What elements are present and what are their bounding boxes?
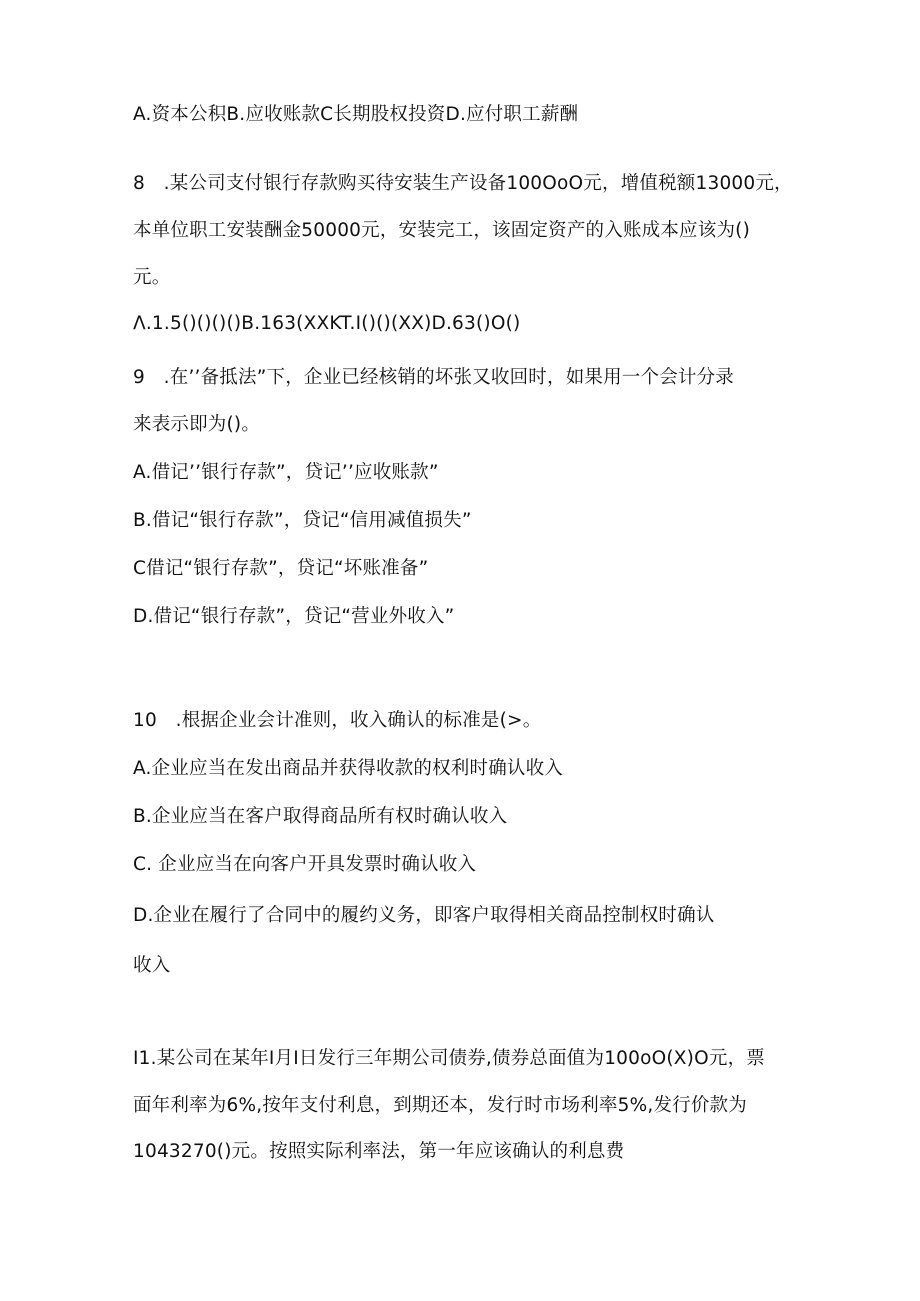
- q9-option-c: C借记“银行存款”，贷记“坏账准备”: [133, 558, 429, 579]
- q8-stem-line-2: 本单位职工安装酬金50000元，安装完工，该固定资产的入账成本应该为(): [133, 220, 750, 241]
- q9-option-b: B.借记“银行存款”，贷记“信用减值损失”: [133, 510, 472, 531]
- q9-option-d: D.借记“银行存款”，贷记“营业外收入”: [133, 606, 455, 627]
- q10-option-c: C. 企业应当在向客户开具发票时确认收入: [133, 854, 477, 875]
- q9-stem-line-2: 来表示即为()。: [133, 414, 261, 435]
- q9-stem-line-1: 9 .在’’备抵法”下，企业已经核销的坏张又收回时，如果用一个会计分录: [133, 367, 734, 388]
- q11-stem-line-3: 1043270()元。按照实际利率法，第一年应该确认的利息费: [133, 1141, 625, 1162]
- q10-option-b: B.企业应当在客户取得商品所有权时确认收入: [133, 806, 508, 827]
- q7-options: A.资本公积B.应收账款C长期股权投资D.应付职工薪酬: [133, 104, 579, 125]
- q8-options: Λ.1.5()()()()B.163(XXKT.I()()(XX)D.63()O(): [133, 313, 521, 334]
- q10-option-d-line-1: D.企业在履行了合同中的履约义务，即客户取得相关商品控制权时确认: [133, 905, 715, 926]
- q8-stem-line-1: 8 .某公司支付银行存款购买待安装生产设备100OoO元，增值税额13000元，: [133, 173, 793, 194]
- q10-option-a: A.企业应当在发出商品并获得收款的权利时确认收入: [133, 758, 564, 779]
- q9-option-a: A.借记’’银行存款”，贷记’’应收账款”: [133, 462, 439, 483]
- q10-stem: 10 .根据企业会计准则，收入确认的标准是(>。: [133, 710, 542, 731]
- q10-option-d-line-2: 收入: [133, 955, 171, 976]
- q8-stem-line-3: 元。: [133, 267, 171, 288]
- q11-stem-line-1: I1.某公司在某年I月I日发行三年期公司债券,债券总面值为100oO(X)O元，票: [133, 1048, 765, 1069]
- q11-stem-line-2: 面年利率为6%,按年支付利息，到期还本，发行时市场利率5%,发行价款为: [133, 1095, 747, 1116]
